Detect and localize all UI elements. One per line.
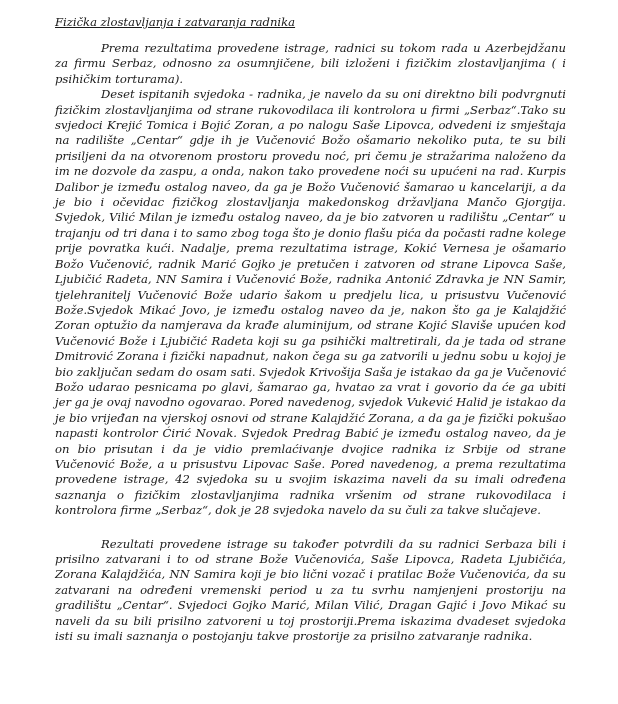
paragraph-intro: Prema rezultatima provedene istrage, radnici su tokom rada u Azerbejdžanu za firmu Serbaz, odnosno za osumnjičene, bili izloženi i fizičkim zlostavljanjima ( i psihičkim torturama). xyxy=(55,41,566,86)
paragraph-witnesses: Deset ispitanih svjedoka - radnika, je navelo da su oni direktno bili podvrgnuti fizičkim zlostavljanjima od strane rukovodilaca ili kontrolora u firmi „Serbaz“.Tako su svjedoci Krejić Tomica i Bojić Zoran, a po nalogu Saše Lipovca, odvedeni iz smještaja na radilište „Centar“ gdje ih je Vučenović Božo ošamario nekoliko puta, te su bili prisiljeni da na otvorenom prostoru provedu noć, pri čemu je stražarima naloženo da im ne dozvole da zaspu, a onda, nakon tako provedene noći su upućeni na rad. Kurpis Dalibor je između ostalog naveo, da ga je Božo Vučenović šamarao u kancelariji, a da je bio i očevidac fizičkog zlostavljanja makedonskog državljana Mančo Gjorgija. Svjedok, Vilić Milan je između ostalog naveo, da je bio zatvoren u radilištu „Centar“ u trajanju od tri dana i to samo zbog toga što je donio flašu pića da počasti radne kolege prije povratka kući. Nadalje, prema rezultatima istrage, Kokić Vernesa je ošamario Božo Vučenović, radnik Marić Gojko je pretučen i zatvoren od strane Lipovca Saše, Ljubičić Radeta, NN Samira i Vučenović Bože, radnika Antonić Zdravka je NN Samir, tjelehranitelj Vučenović Bože udario šakom u predjelu lica, u prisustvu Vučenović Bože.Svjedok Mikać Jovo, je između ostalog naveo da je, nakon što ga je Kalajdžić Zoran optužio da namjerava da krađe aluminijum, od strane Kojić Slaviše upućen kod Vučenović Bože i Ljubičić Radeta koji su ga psihički maltretirali, da je tada od strane Dmitrović Zorana i fizički napadnut, nakon čega su ga zatvorili u jednu sobu u kojoj je bio zaključan sedam do osam sati. Svjedok Krivošija Saša je istakao da ga je Vučenović Božo udarao pesnicama po glavi, šamarao ga, hvatao za vrat i govorio da će ga ubiti jer ga je ovaj navodno ogovarao. Pored navedenog, svjedok Vukević Halid je istakao da je bio vrijeđan na vjerskoj osnovi od strane Kalajdžić Zorana, a da ga je fizički pokušao napasti kontrolor Ćirić Novak. Svjedok Predrag Babić je između ostalog naveo, da je on bio prisutan i da je vidio premlaćivanje dvojice radnika iz Srbije od strane Vučenović Bože, a u prisustvu Lipovac Saše. Pored navedenog, a prema rezultatima provedene istrage, 42 svjedoka su u svojim iskazima naveli da su imali određena saznanja o fizičkim zlostavljanjima radnika vršenim od strane rukovodilaca i kontrolora firme „Serbaz“, dok je 28 svjedoka navelo da su čuli za takve slučajeve. xyxy=(55,87,566,518)
paragraph-imprisonment: Rezultati provedene istrage su također potvrdili da su radnici Serbaza bili i prisilno zatvarani i to od strane Bože Vučenovića, Saše Lipovca, Radeta Ljubičića, Zorana Kalajdžića, NN Samira koji je bio lični vozač i pratilac Bože Vučenovića, da su zatvarani na određeni vremenski period u za tu svrhu namjenjeni prostoriju na gradilištu „Centar“. Svjedoci Gojko Marić, Milan Vilić, Dragan Gajić i Jovo Mikać su naveli da su bili prisilno zatvoreni u toj prostoriji.Prema iskazima dvadeset svjedoka isti su imali saznanja o postojanju takve prostorije za prisilno zatvaranje radnika. xyxy=(55,536,566,644)
section-heading: Fizička zlostavljanja i zatvaranja radnika xyxy=(55,15,296,29)
